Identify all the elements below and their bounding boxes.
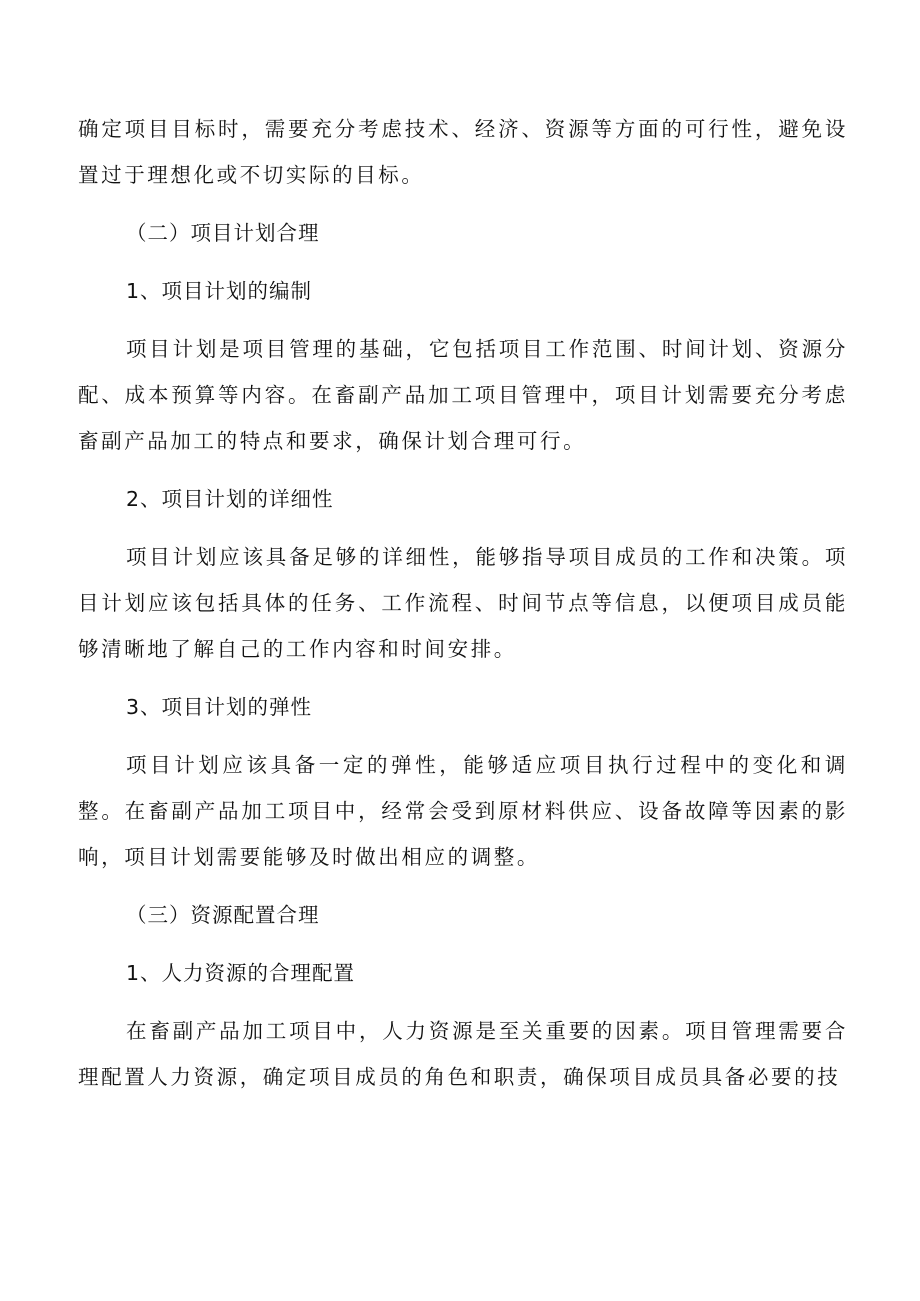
paragraph-body: 确定项目目标时，需要充分考虑技术、经济、资源等方面的可行性，避免设置过于理想化或不切实际的目标。 bbox=[78, 117, 848, 187]
subsection-heading: 1、项目计划的编制 bbox=[126, 279, 313, 303]
subsection-heading: 3、项目计划的弹性 bbox=[126, 695, 313, 719]
document-page bbox=[78, 106, 848, 1100]
paragraph-body: 项目计划应该具备一定的弹性，能够适应项目执行过程中的变化和调整。在畜副产品加工项目中，经常会受到原材料供应、设备故障等因素的影响，项目计划需要能够及时做出相应的调整。 bbox=[78, 753, 848, 869]
paragraph-body: 项目计划是项目管理的基础，它包括项目工作范围、时间计划、资源分配、成本预算等内容。在畜副产品加工项目管理中，项目计划需要充分考虑畜副产品加工的特点和要求，确保计划合理可行。 bbox=[78, 337, 848, 453]
paragraph-body: 在畜副产品加工项目中，人力资源是至关重要的因素。项目管理需要合理配置人力资源，确定项目成员的角色和职责，确保项目成员具备必要的技 bbox=[78, 1019, 848, 1089]
subsection-heading: 2、项目计划的详细性 bbox=[126, 487, 334, 511]
section-heading: （三）资源配置合理 bbox=[126, 903, 320, 927]
section-heading: （二）项目计划合理 bbox=[126, 221, 320, 245]
paragraph-body: 项目计划应该具备足够的详细性，能够指导项目成员的工作和决策。项目计划应该包括具体的任务、工作流程、时间节点等信息，以便项目成员能够清晰地了解自己的工作内容和时间安排。 bbox=[78, 545, 848, 661]
subsection-heading: 1、人力资源的合理配置 bbox=[126, 961, 356, 985]
